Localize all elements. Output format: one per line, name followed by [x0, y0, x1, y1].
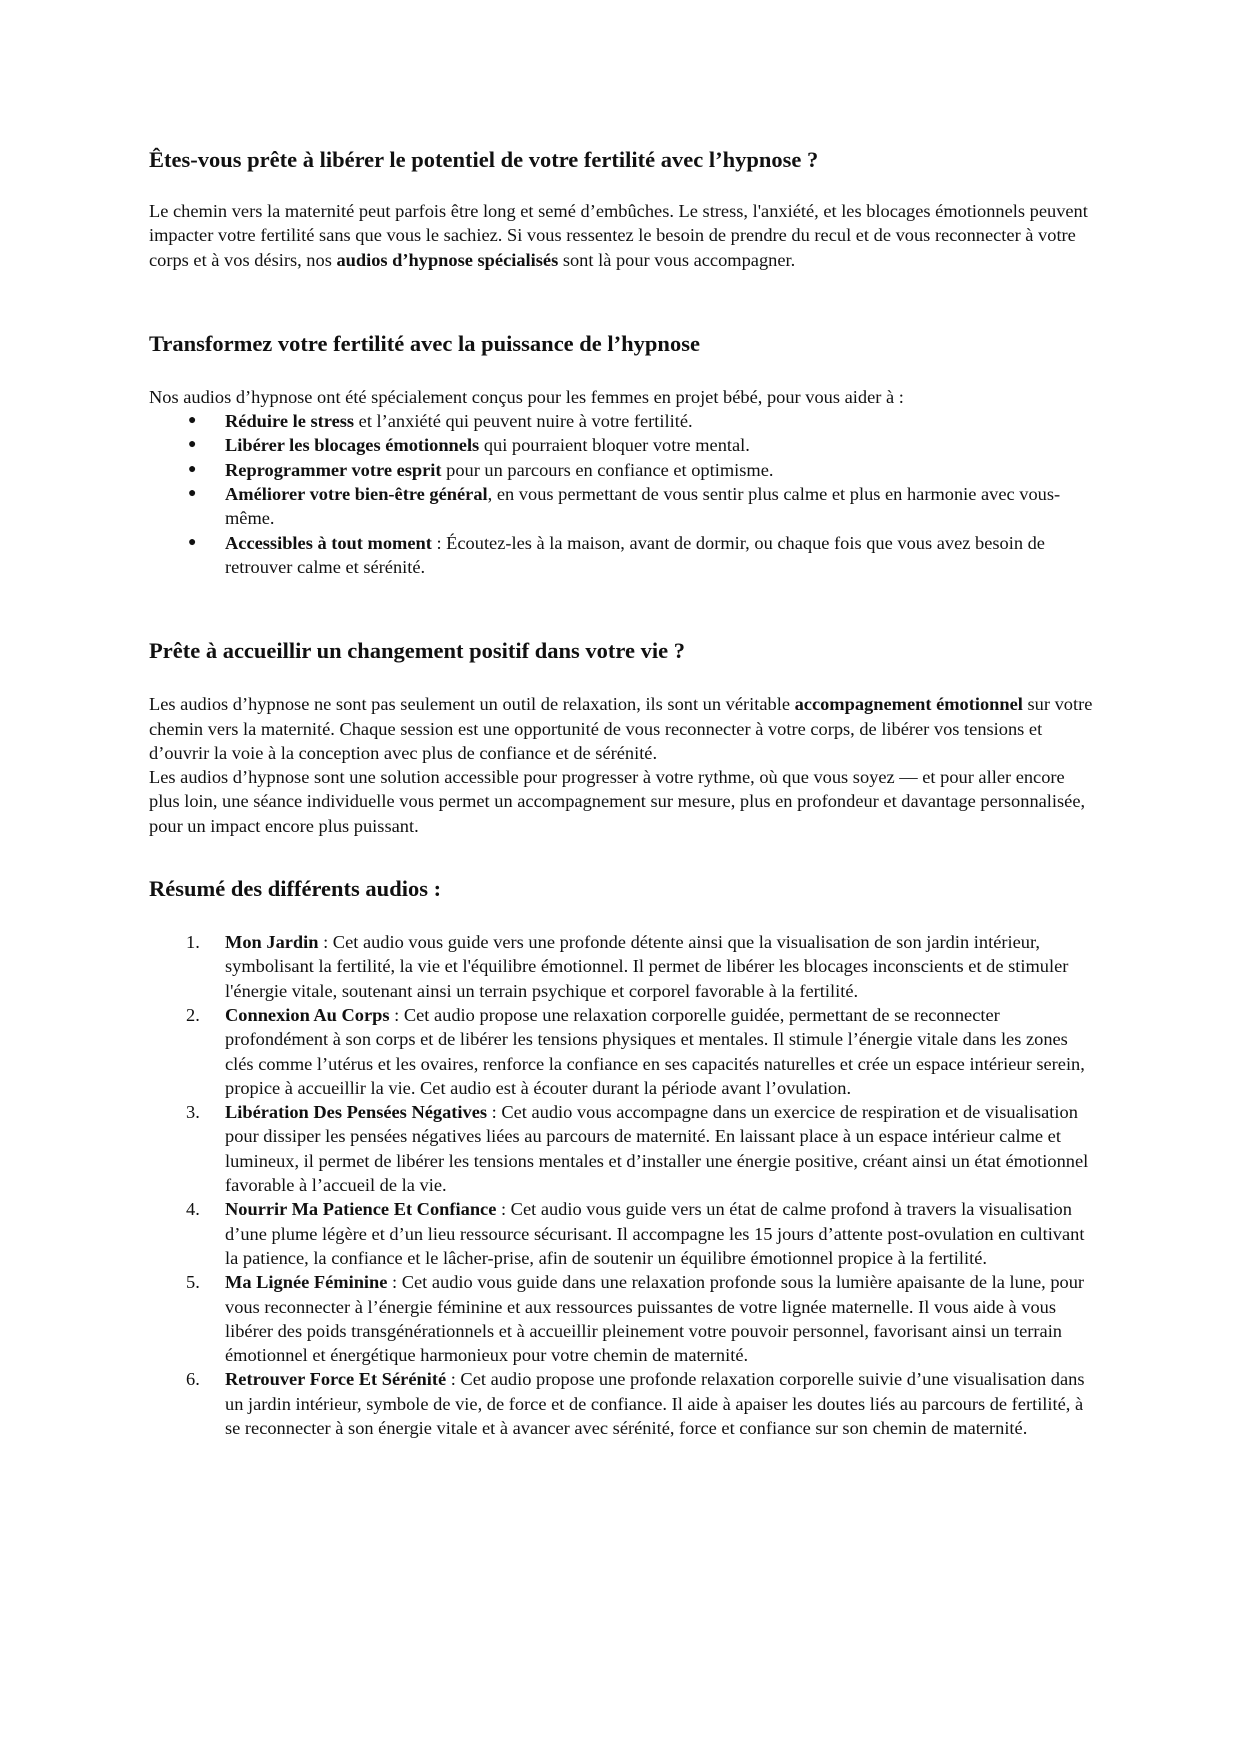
change-text-end: sur votre chemin vers la maternité. Chaque session est une opportunité de vous reconnecter à votre corps, de libérer vos tensions et d’ouvrir la voie à la conception avec plus de confiance et de sérénité. [149, 694, 1093, 763]
item-number: 2. [186, 1004, 200, 1025]
item-number: 3. [186, 1102, 200, 1123]
bullet-icon: ● [188, 437, 197, 453]
change-paragraph-2: Les audios d’hypnose sont une solution accessible pour progresser à votre rythme, où que vous soyez — et pour aller encore plus loin, une séance individuelle vous permet un accompagnement sur mesure, plus en profondeur et davantage personnalisée, pour un impact encore plus puissant. [149, 767, 1086, 836]
intro-text-end: sont là pour vous accompagner. [558, 249, 796, 270]
item-number: 5. [186, 1272, 200, 1293]
audio-title: Connexion Au Corps [225, 1004, 390, 1025]
change-text-start: Les audios d’hypnose ne sont pas seulement un outil de relaxation, ils sont un véritable [149, 694, 795, 715]
benefit-text: qui pourraient bloquer votre mental. [479, 435, 750, 456]
audio-description: : Cet audio vous guide vers une profonde détente ainsi que la visualisation de son jardin intérieur, symbolisant la fertilité, la vie et l'équilibre émotionnel. Il permet de libérer les blocages inconscients et de stimuler l'énergie vitale, soutenant ainsi un terrain psychique et corporel favorable à la fertilité. [225, 932, 1069, 1001]
bullet-icon: ● [188, 461, 197, 477]
list-item [149, 409, 1099, 433]
benefit-title: Réduire le stress [225, 411, 355, 432]
item-number: 4. [186, 1199, 200, 1220]
list-item [149, 1197, 1099, 1270]
list-item [149, 1003, 1099, 1100]
heading-fertility-potential: Êtes-vous prête à libérer le potentiel de votre fertilité avec l’hypnose ? [149, 147, 819, 172]
change-paragraph-1 [149, 692, 1099, 765]
document-page [149, 146, 1099, 1440]
intro-text-bold: audios d’hypnose spécialisés [336, 249, 559, 270]
audio-description: : Cet audio vous guide dans une relaxation profonde sous la lumière apaisante de la lune, pour vous reconnecter à l’énergie féminine et aux ressources puissantes de votre lignée maternelle. Il vous aide à vous libérer des poids transgénérationnels et à accueillir pleinement votre pouvoir personnel, favorisant ainsi un terrain émotionnel et énergétique harmonieux pour votre chemin de maternité. [225, 1272, 1085, 1366]
audio-title: Libération Des Pensées Négatives [225, 1102, 488, 1123]
benefit-title: Accessibles à tout moment [225, 532, 432, 553]
list-item [149, 1367, 1099, 1440]
audio-title: Nourrir Ma Patience Et Confiance [225, 1199, 497, 1220]
audio-description: : Cet audio propose une relaxation corporelle guidée, permettant de se reconnecter profondément à son corps et de libérer les tensions physiques et mentales. Il stimule l’énergie vitale dans les zones clés comme l’utérus et les ovaires, renforce la confiance en ses capacités naturelles et crée un espace intérieur serein, propice à accueillir la vie. Cet audio est à écouter durant la période avant l’ovulation. [225, 1004, 1085, 1098]
benefit-title: Libérer les blocages émotionnels [225, 435, 480, 456]
intro-paragraph [149, 199, 1099, 272]
list-item [149, 930, 1099, 1003]
heading-positive-change: Prête à accueillir un changement positif dans votre vie ? [149, 638, 685, 664]
audio-description: : Cet audio vous guide vers un état de calme profond à travers la visualisation d’une plume légère et d’un lieu ressource sécurisant. Il accompagne les 15 jours d’attente post-ovulation en cultivant la patience, la confiance et le lâcher-prise, afin de soutenir un équilibre émotionnel propice à la fertilité. [225, 1199, 1085, 1268]
list-item [149, 433, 1099, 457]
benefit-title: Améliorer votre bien-être général [225, 484, 488, 505]
list-item [149, 482, 1099, 531]
bullet-icon: ● [188, 413, 197, 429]
benefits-list [149, 409, 1099, 579]
audio-summary-list [149, 930, 1099, 1440]
list-item [149, 531, 1099, 580]
list-item [149, 458, 1099, 482]
audio-title: Ma Lignée Féminine [225, 1272, 388, 1293]
item-number: 1. [186, 932, 200, 953]
audio-title: Retrouver Force Et Sérénité [225, 1369, 447, 1390]
list-item [149, 1270, 1099, 1367]
benefit-text: , en vous permettant de vous sentir plus calme et plus en harmonie avec vous-même. [225, 484, 1061, 529]
benefit-text: et l’anxiété qui peuvent nuire à votre fertilité. [354, 411, 693, 432]
item-number: 6. [186, 1369, 200, 1390]
heading-transform-fertility: Transformez votre fertilité avec la puissance de l’hypnose [149, 330, 700, 356]
audio-description: : Cet audio vous accompagne dans un exercice de respiration et de visualisation pour dissiper les pensées négatives liées au parcours de maternité. En laissant place à un espace intérieur calme et lumineux, il permet de libérer les tensions mentales et d’installer une énergie positive, créant ainsi un état émotionnel favorable à l’accueil de la vie. [225, 1102, 1089, 1196]
benefit-text: pour un parcours en confiance et optimisme. [441, 459, 774, 480]
change-text-bold: accompagnement émotionnel [794, 694, 1023, 715]
heading-audio-summary: Résumé des différents audios : [149, 876, 442, 902]
benefit-title: Reprogrammer votre esprit [225, 459, 442, 480]
benefit-text: : Écoutez-les à la maison, avant de dormir, ou chaque fois que vous avez besoin de retrouver calme et sérénité. [225, 532, 1045, 577]
list-item [149, 1100, 1099, 1197]
bullet-icon: ● [188, 534, 197, 550]
bullet-icon: ● [188, 486, 197, 502]
audio-title: Mon Jardin [225, 932, 319, 953]
intro-text-start: Le chemin vers la maternité peut parfois être long et semé d’embûches. Le stress, l'anxiété, et les blocages émotionnels peuvent impacter votre fertilité sans que vous le sachiez. Si vous ressentez le besoin de prendre du recul et de vous reconnecter à votre corps et à vos désirs, nos [149, 201, 1088, 270]
audio-description: : Cet audio propose une profonde relaxation corporelle suivie d’une visualisation dans un jardin intérieur, symbole de vie, de force et de confiance. Il aide à apaiser les doutes liés au parcours de fertilité, à se reconnecter à son énergie vitale et à avancer avec sérénité, force et confiance sur son chemin de maternité. [225, 1369, 1085, 1438]
benefits-intro: Nos audios d’hypnose ont été spécialement conçus pour les femmes en projet bébé, pour vous aider à : [149, 386, 904, 407]
